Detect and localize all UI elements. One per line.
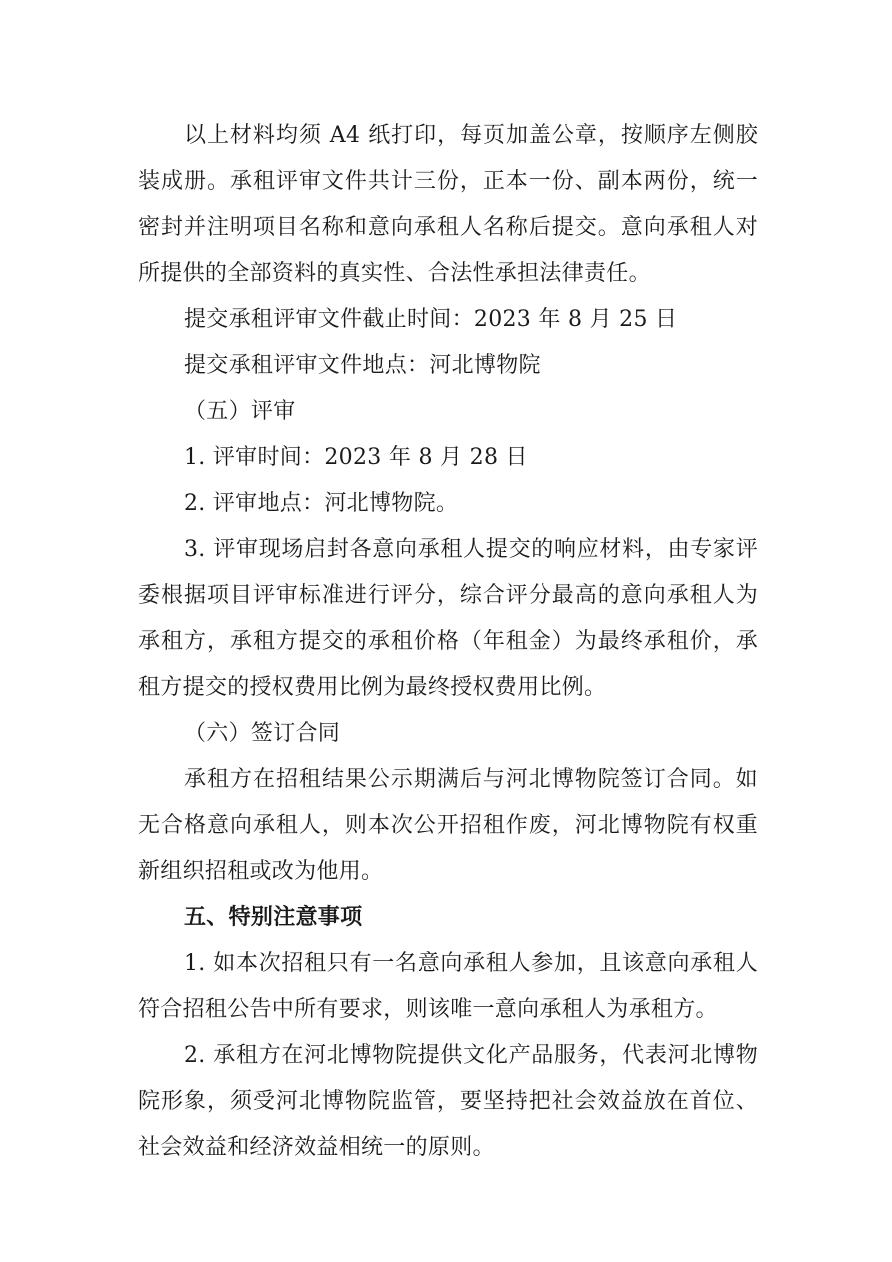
paragraph-review-location: 2. 评审地点：河北博物院。: [184, 491, 459, 516]
paragraph-contract-signing: 承租方在招租结果公示期满后与河北博物院签订合同。如无合格意向承租人，则本次公开招租作废，河北博物院有权重新组织招租或改为他用。: [138, 767, 758, 884]
section-heading-review: （五）评审: [184, 399, 296, 424]
paragraph-review-time: 1. 评审时间：2023 年 8 月 28 日: [184, 445, 528, 470]
heading-special-notes: 五、特别注意事项: [184, 905, 363, 930]
paragraph-special-note-1: 1. 如本次招租只有一名意向承租人参加，且该意向承租人符合招租公告中所有要求，则该唯一意向承租人为承租方。: [138, 951, 758, 1022]
paragraph-special-note-2: 2. 承租方在河北博物院提供文化产品服务，代表河北博物院形象，须受河北博物院监管，要坚持把社会效益放在首位、社会效益和经济效益相统一的原则。: [138, 1043, 758, 1160]
paragraph-review-process: 3. 评审现场启封各意向承租人提交的响应材料，由专家评委根据项目评审标准进行评分，综合评分最高的意向承租人为承租方，承租方提交的承租价格（年租金）为最终承租价，承租方提交的授权费用比例为最终授权费用比例。: [138, 537, 758, 700]
paragraph-materials-requirements: 以上材料均须 A4 纸打印，每页加盖公章，按顺序左侧胶装成册。承租评审文件共计三份，正本一份、副本两份，统一密封并注明项目名称和意向承租人名称后提交。意向承租人对所提供的全部资料的真实性、合法性承担法律责任。: [138, 123, 758, 286]
document-body: [138, 113, 758, 1171]
section-heading-contract: （六）签订合同: [184, 721, 341, 746]
paragraph-submission-location: 提交承租评审文件地点：河北博物院: [184, 353, 541, 378]
paragraph-submission-deadline: 提交承租评审文件截止时间：2023 年 8 月 25 日: [184, 307, 678, 332]
